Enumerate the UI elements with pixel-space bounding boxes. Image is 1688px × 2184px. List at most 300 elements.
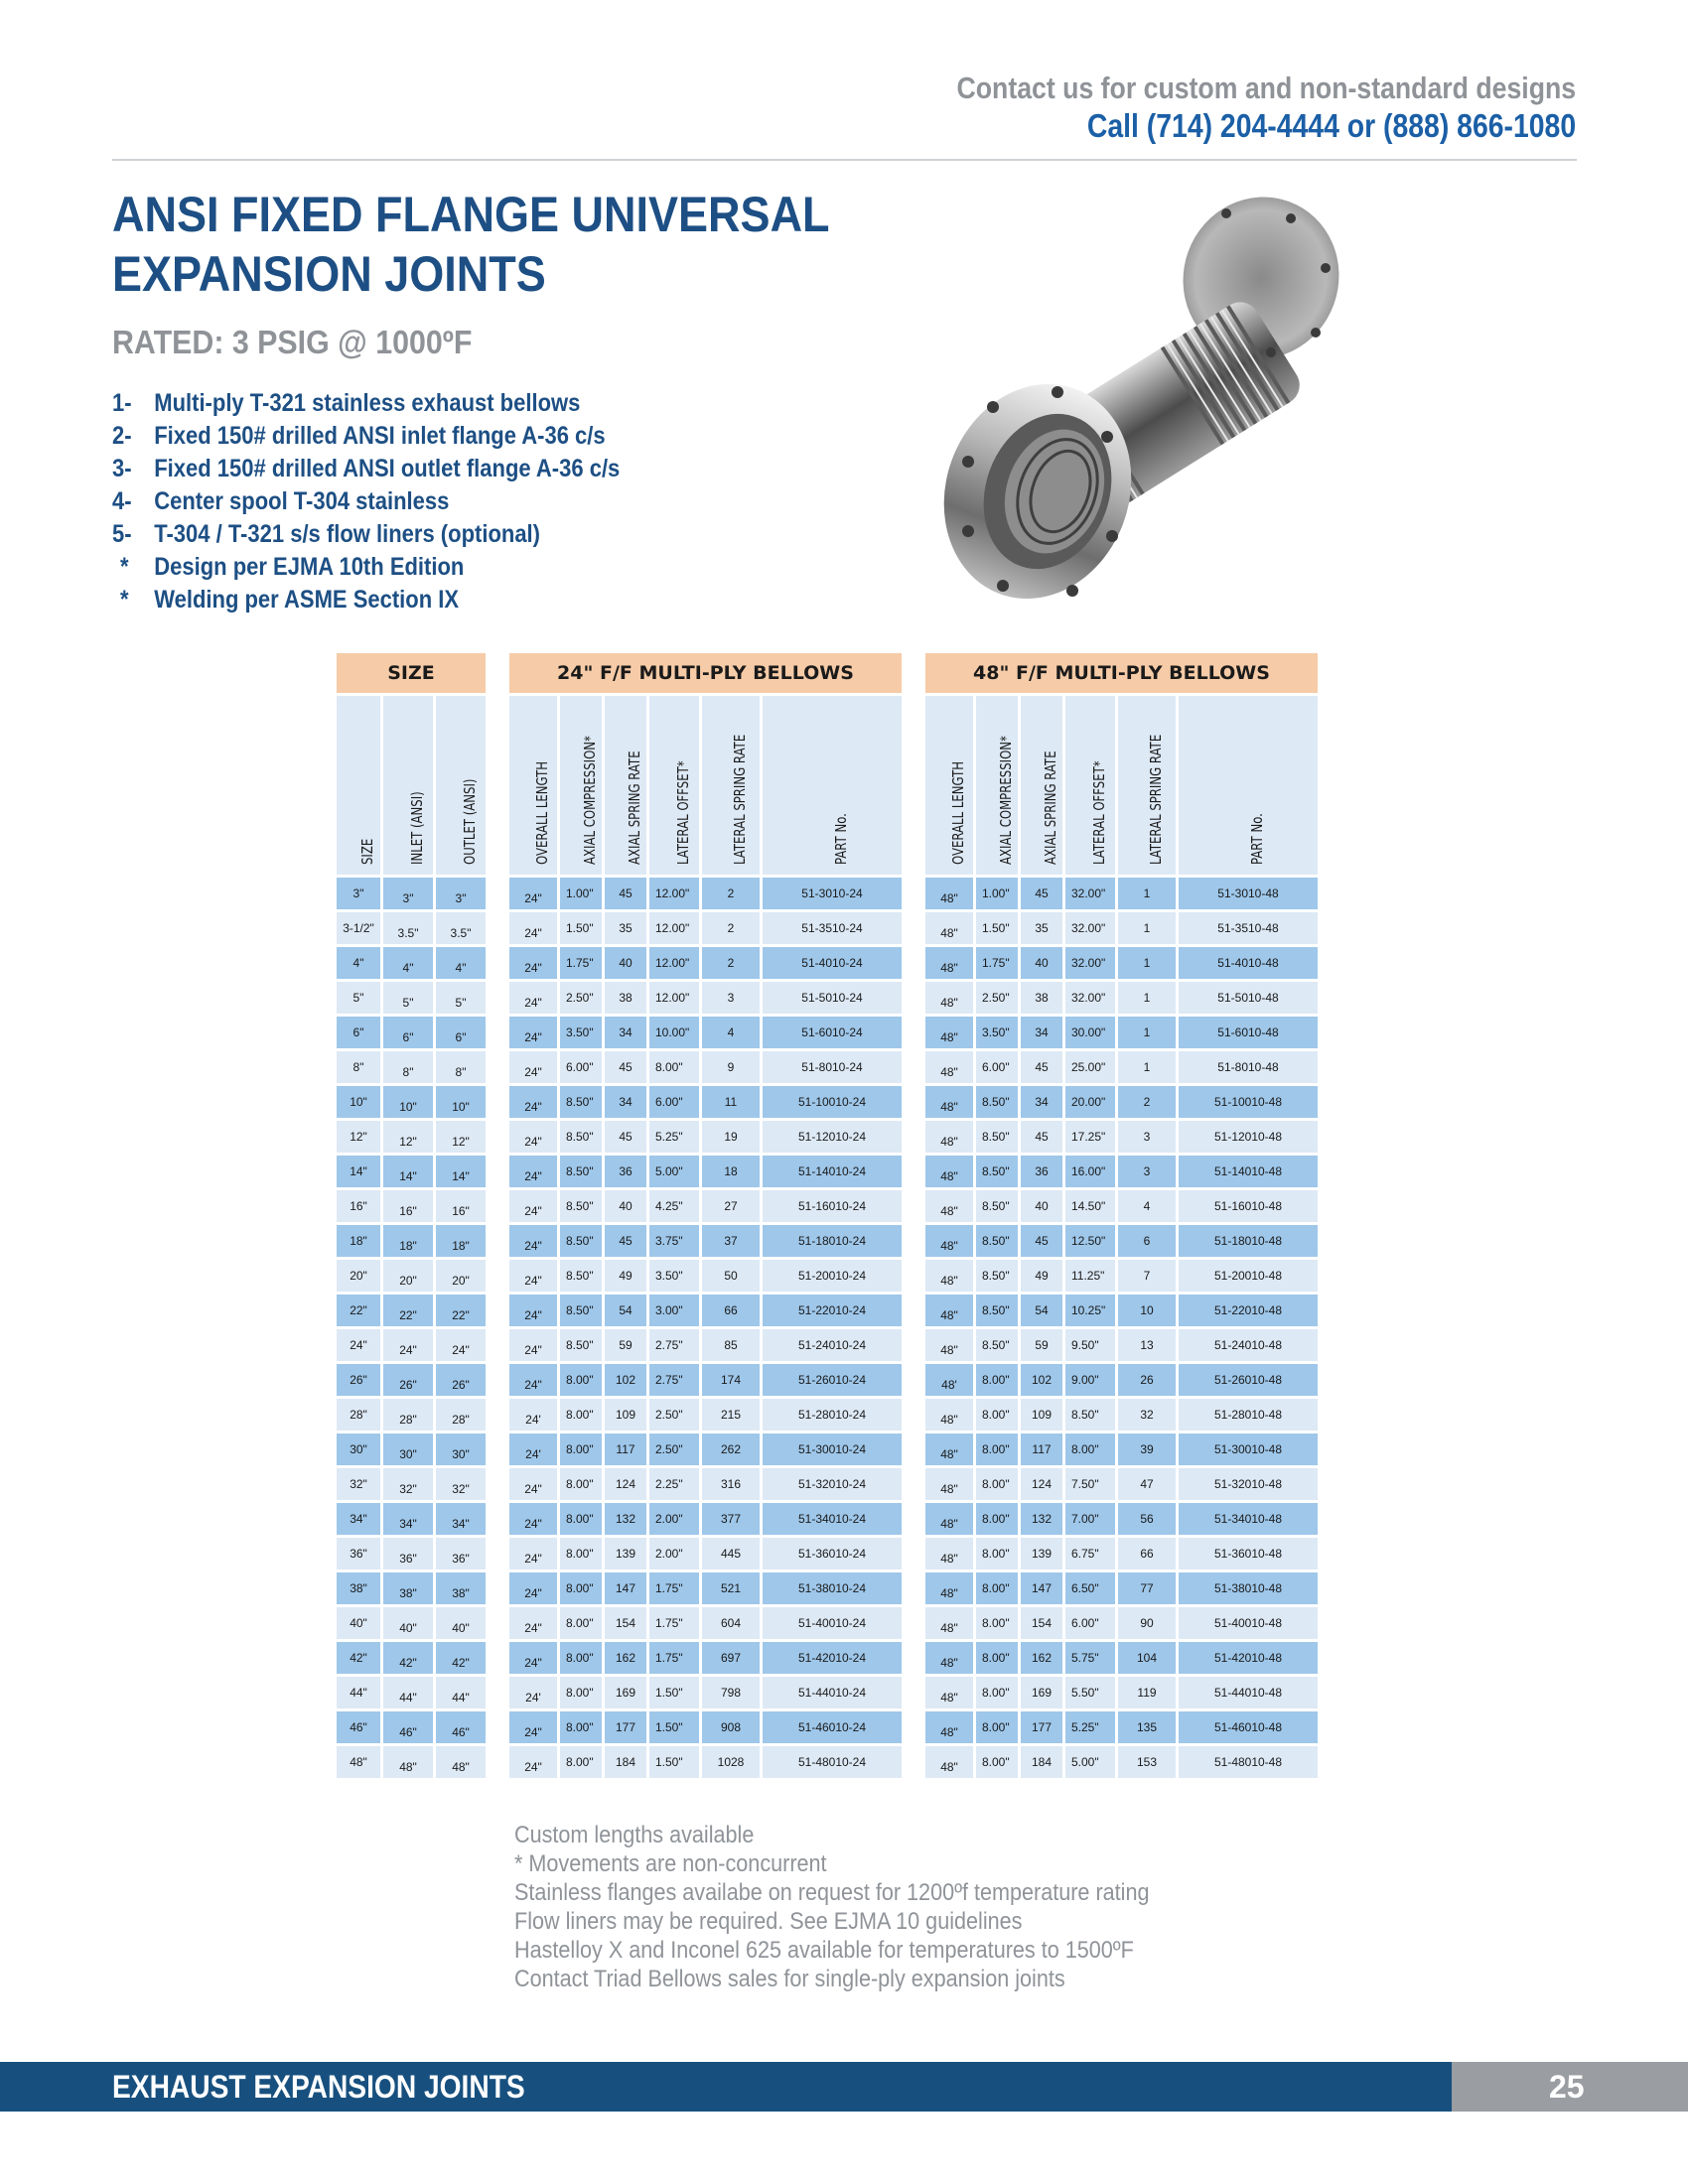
table-cell: 8.50" [560, 1190, 602, 1222]
table-cell: 12.00" [649, 878, 699, 909]
table-cell: 34" [337, 1503, 380, 1535]
table-cell: 8.50" [976, 1260, 1018, 1292]
table-cell: 51-10010-48 [1179, 1086, 1318, 1118]
table-cell: 1.75" [649, 1642, 699, 1674]
table-cell: 51-38010-24 [763, 1572, 902, 1604]
table-cell: 3.5" [383, 912, 433, 944]
footer-section-title: EXHAUST EXPANSION JOINTS [112, 2069, 525, 2105]
table-cell: 46" [436, 1711, 486, 1743]
column-label: OVERALL LENGTH [949, 760, 967, 865]
table-cell: 8.00" [976, 1642, 1018, 1674]
column-label: AXIAL SPRING RATE [1042, 751, 1059, 865]
table-cell: 13 [1118, 1329, 1176, 1361]
table-cell: 1 [1118, 1051, 1176, 1083]
table-cell: 51-14010-48 [1179, 1156, 1318, 1187]
table-cell: 4" [436, 947, 486, 979]
table-cell: 24" [509, 1572, 557, 1604]
table-cell: 24" [509, 1364, 557, 1396]
table-cell: 48' [925, 1364, 973, 1396]
table-cell: 26" [436, 1364, 486, 1396]
contact-line: Contact us for custom and non-standard designs [956, 70, 1576, 105]
table-cell: 17.25" [1065, 1121, 1115, 1153]
table-cell: 2 [702, 912, 760, 944]
column-label: OUTLET (ANSI) [461, 778, 479, 865]
table-cell: 45 [1021, 1225, 1062, 1257]
table-cell: 2.75" [649, 1329, 699, 1361]
feature-marker: 4- [112, 487, 132, 515]
table-cell: 24" [509, 1746, 557, 1778]
table-cell: 42" [436, 1642, 486, 1674]
column-label: SIZE [358, 838, 376, 865]
table-cell: 51-6010-24 [763, 1017, 902, 1048]
table-cell: 908 [702, 1711, 760, 1743]
table-cell: 1.50" [976, 912, 1018, 944]
column-header-24 [763, 696, 902, 875]
table-row [337, 1746, 1318, 1778]
table-cell: 48" [383, 1746, 433, 1778]
table-cell: 32.00" [1065, 947, 1115, 979]
column-header-24 [509, 696, 557, 875]
group-header-size: SIZE [337, 653, 486, 693]
table-cell: 36" [337, 1538, 380, 1570]
table-cell: 45 [605, 1051, 646, 1083]
feature-item [112, 420, 620, 453]
table-cell: 51-36010-24 [763, 1538, 902, 1570]
table-cell: 51-6010-48 [1179, 1017, 1318, 1048]
table-cell: 16.00" [1065, 1156, 1115, 1187]
table-row [337, 1503, 1318, 1535]
table-cell: 1.50" [560, 912, 602, 944]
table-cell: 48" [925, 1190, 973, 1222]
table-cell: 34 [1021, 1086, 1062, 1118]
table-cell: 51-38010-48 [1179, 1572, 1318, 1604]
table-cell: 8.50" [560, 1121, 602, 1153]
table-cell: 44" [337, 1677, 380, 1708]
table-cell: 51-24010-24 [763, 1329, 902, 1361]
table-cell: 24" [509, 1051, 557, 1083]
table-cell: 132 [605, 1503, 646, 1535]
table-cell: 24" [509, 1711, 557, 1743]
table-cell: 51-30010-24 [763, 1433, 902, 1465]
table-row [337, 1399, 1318, 1431]
table-cell: 46" [337, 1711, 380, 1743]
table-cell: 8.00" [560, 1364, 602, 1396]
table-cell: 9.50" [1065, 1329, 1115, 1361]
phone-line: Call (714) 204-4444 or (888) 866-1080 [1086, 107, 1576, 144]
table-cell: 49 [1021, 1260, 1062, 1292]
table-cell: 20" [337, 1260, 380, 1292]
table-cell: 51-4010-48 [1179, 947, 1318, 979]
group-header-24: 24" F/F MULTI-PLY BELLOWS [509, 653, 902, 693]
table-cell: 59 [1021, 1329, 1062, 1361]
table-cell: 51-44010-48 [1179, 1677, 1318, 1708]
table-cell: 10.00" [649, 1017, 699, 1048]
table-cell: 37 [702, 1225, 760, 1257]
table-cell: 8.50" [560, 1225, 602, 1257]
table-cell: 38" [383, 1572, 433, 1604]
table-cell: 24" [337, 1329, 380, 1361]
table-cell: 6" [436, 1017, 486, 1048]
table-cell: 2.50" [649, 1399, 699, 1431]
table-cell: 48" [925, 1677, 973, 1708]
table-cell: 3" [383, 878, 433, 909]
table-cell: 51-40010-24 [763, 1607, 902, 1639]
feature-marker: 5- [112, 520, 132, 548]
table-cell: 18" [337, 1225, 380, 1257]
table-cell: 45 [605, 878, 646, 909]
table-cell: 40 [1021, 1190, 1062, 1222]
table-cell: 162 [605, 1642, 646, 1674]
column-label: LATERAL OFFSET* [1090, 760, 1108, 865]
table-cell: 51-42010-24 [763, 1642, 902, 1674]
table-row [337, 1121, 1318, 1153]
table-cell: 8.50" [560, 1329, 602, 1361]
table-cell: 51-3510-48 [1179, 912, 1318, 944]
table-cell: 24" [509, 1538, 557, 1570]
table-cell: 51-34010-24 [763, 1503, 902, 1535]
table-cell: 28" [337, 1399, 380, 1431]
table-row [337, 1017, 1318, 1048]
table-cell: 40" [436, 1607, 486, 1639]
table-cell: 6.00" [976, 1051, 1018, 1083]
table-cell: 14" [337, 1156, 380, 1187]
note-line: Contact Triad Bellows sales for single-ply expansion joints [514, 1966, 1065, 1992]
table-cell: 8.50" [1065, 1399, 1115, 1431]
feature-text: Fixed 150# drilled ANSI outlet flange A-36 c/s [154, 455, 621, 482]
title-line-2: EXPANSION JOINTS [112, 246, 546, 302]
table-cell: 24" [509, 1295, 557, 1326]
table-cell: 24" [509, 1642, 557, 1674]
table-cell: 26 [1118, 1364, 1176, 1396]
table-cell: 7 [1118, 1260, 1176, 1292]
table-cell: 24" [509, 1503, 557, 1535]
feature-item [112, 551, 620, 584]
table-cell: 19 [702, 1121, 760, 1153]
table-cell: 66 [1118, 1538, 1176, 1570]
column-label: LATERAL SPRING RATE [1147, 734, 1165, 865]
table-cell: 48" [925, 982, 973, 1014]
table-cell: 445 [702, 1538, 760, 1570]
table-cell: 28" [383, 1399, 433, 1431]
table-cell: 2 [702, 947, 760, 979]
table-cell: 109 [1021, 1399, 1062, 1431]
table-cell: 1.50" [649, 1746, 699, 1778]
table-cell: 30.00" [1065, 1017, 1115, 1048]
column-header-48 [1118, 696, 1176, 875]
table-cell: 24" [509, 947, 557, 979]
table-cell: 3.00" [649, 1295, 699, 1326]
table-cell: 36" [436, 1538, 486, 1570]
table-cell: 174 [702, 1364, 760, 1396]
table-cell: 51-3510-24 [763, 912, 902, 944]
table-cell: 45 [1021, 1121, 1062, 1153]
table-cell: 521 [702, 1572, 760, 1604]
table-cell: 32.00" [1065, 982, 1115, 1014]
table-cell: 2.25" [649, 1468, 699, 1500]
table-cell: 51-8010-24 [763, 1051, 902, 1083]
table-cell: 45 [605, 1121, 646, 1153]
table-cell: 22" [436, 1295, 486, 1326]
table-cell: 32 [1118, 1399, 1176, 1431]
feature-text: T-304 / T-321 s/s flow liners (optional) [154, 520, 541, 548]
table-cell: 8.00" [976, 1677, 1018, 1708]
table-cell: 139 [1021, 1538, 1062, 1570]
table-row [337, 1468, 1318, 1500]
table-cell: 48" [925, 912, 973, 944]
table-cell: 1.75" [649, 1607, 699, 1639]
table-cell: 51-22010-48 [1179, 1295, 1318, 1326]
table-row [337, 1086, 1318, 1118]
table-cell: 18" [436, 1225, 486, 1257]
table-cell: 24" [509, 1607, 557, 1639]
table-cell: 1 [1118, 1017, 1176, 1048]
table-cell: 40 [605, 947, 646, 979]
feature-marker: * [120, 553, 129, 581]
table-cell: 8.00" [976, 1503, 1018, 1535]
feature-text: Design per EJMA 10th Edition [154, 553, 465, 581]
table-cell: 3" [436, 878, 486, 909]
table-cell: 51-40010-48 [1179, 1607, 1318, 1639]
table-cell: 12" [383, 1121, 433, 1153]
table-cell: 34" [383, 1503, 433, 1535]
column-label: LATERAL OFFSET* [674, 760, 692, 865]
table-cell: 35 [1021, 912, 1062, 944]
column-label: INLET (ANSI) [408, 791, 426, 865]
table-cell: 5.25" [1065, 1711, 1115, 1743]
table-cell: 3.5" [436, 912, 486, 944]
table-cell: 3 [1118, 1156, 1176, 1187]
table-cell: 8.00" [976, 1538, 1018, 1570]
table-cell: 24' [509, 1433, 557, 1465]
table-cell: 40" [337, 1607, 380, 1639]
column-header-24 [560, 696, 602, 875]
table-cell: 51-34010-48 [1179, 1503, 1318, 1535]
note-line: Stainless flanges availabe on request for 1200ºf temperature rating [514, 1879, 1150, 1906]
column-label: AXIAL COMPRESSION* [581, 736, 599, 865]
table-cell: 8" [383, 1051, 433, 1083]
table-cell: 147 [1021, 1572, 1062, 1604]
table-cell: 2.00" [649, 1538, 699, 1570]
table-cell: 1.50" [649, 1677, 699, 1708]
table-cell: 8.00" [1065, 1433, 1115, 1465]
table-cell: 12.50" [1065, 1225, 1115, 1257]
table-cell: 2.75" [649, 1364, 699, 1396]
table-cell: 51-42010-48 [1179, 1642, 1318, 1674]
table-row [337, 1329, 1318, 1361]
table-cell: 5.75" [1065, 1642, 1115, 1674]
table-cell: 5" [337, 982, 380, 1014]
table-row [337, 912, 1318, 944]
table-cell: 48" [925, 1329, 973, 1361]
table-cell: 3.50" [976, 1017, 1018, 1048]
feature-item [112, 518, 620, 551]
table-cell: 48" [925, 1711, 973, 1743]
table-cell: 48" [925, 1503, 973, 1535]
column-header-24 [649, 696, 699, 875]
table-cell: 4.25" [649, 1190, 699, 1222]
table-cell: 16" [436, 1190, 486, 1222]
table-cell: 18 [702, 1156, 760, 1187]
table-row [337, 1364, 1318, 1396]
table-cell: 109 [605, 1399, 646, 1431]
table-cell: 9 [702, 1051, 760, 1083]
table-cell: 48" [925, 1051, 973, 1083]
table-cell: 8.50" [560, 1086, 602, 1118]
table-cell: 51-20010-48 [1179, 1260, 1318, 1292]
table-cell: 5.25" [649, 1121, 699, 1153]
table-cell: 48" [925, 1225, 973, 1257]
table-cell: 12.00" [649, 947, 699, 979]
table-cell: 24" [509, 1190, 557, 1222]
feature-item [112, 387, 620, 420]
table-cell: 5.00" [649, 1156, 699, 1187]
table-cell: 45 [1021, 878, 1062, 909]
column-label: OVERALL LENGTH [533, 760, 551, 865]
table-cell: 4 [702, 1017, 760, 1048]
column-label: AXIAL COMPRESSION* [997, 736, 1015, 865]
column-label: PART No. [1248, 813, 1266, 865]
table-row [337, 1538, 1318, 1570]
table-cell: 1.75" [560, 947, 602, 979]
table-cell: 8.50" [976, 1156, 1018, 1187]
table-cell: 8.00" [560, 1433, 602, 1465]
table-cell: 8.00" [976, 1468, 1018, 1500]
column-header-48 [1179, 696, 1318, 875]
table-cell: 27 [702, 1190, 760, 1222]
table-cell: 51-48010-48 [1179, 1746, 1318, 1778]
table-cell: 20" [383, 1260, 433, 1292]
table-cell: 184 [605, 1746, 646, 1778]
table-row [337, 1190, 1318, 1222]
column-header-48 [1021, 696, 1062, 875]
table-cell: 39 [1118, 1433, 1176, 1465]
table-cell: 1.00" [560, 878, 602, 909]
table-cell: 10.25" [1065, 1295, 1115, 1326]
note-line: Hastelloy X and Inconel 625 available for temperatures to 1500ºF [514, 1937, 1134, 1964]
table-cell: 51-46010-48 [1179, 1711, 1318, 1743]
table-cell: 124 [1021, 1468, 1062, 1500]
table-cell: 6" [383, 1017, 433, 1048]
table-cell: 3 [702, 982, 760, 1014]
table-cell: 48" [925, 1260, 973, 1292]
table-cell: 47 [1118, 1468, 1176, 1500]
table-cell: 85 [702, 1329, 760, 1361]
table-cell: 16" [337, 1190, 380, 1222]
table-cell: 36" [383, 1538, 433, 1570]
table-cell: 8.00" [976, 1711, 1018, 1743]
table-row [337, 1156, 1318, 1187]
column-header [436, 696, 486, 875]
table-cell: 26" [337, 1364, 380, 1396]
table-cell: 20" [436, 1260, 486, 1292]
table-cell: 6.50" [1065, 1572, 1115, 1604]
table-cell: 48" [925, 1538, 973, 1570]
table-cell: 51-5010-48 [1179, 982, 1318, 1014]
table-cell: 8.50" [976, 1329, 1018, 1361]
table-cell: 24" [509, 1225, 557, 1257]
table-cell: 48" [925, 1642, 973, 1674]
table-cell: 162 [1021, 1642, 1062, 1674]
table-cell: 49 [605, 1260, 646, 1292]
table-cell: 51-46010-24 [763, 1711, 902, 1743]
column-header-24 [702, 696, 760, 875]
table-cell: 1.50" [649, 1711, 699, 1743]
table-cell: 8.00" [560, 1572, 602, 1604]
table-cell: 124 [605, 1468, 646, 1500]
table-cell: 38" [337, 1572, 380, 1604]
table-cell: 24" [509, 1086, 557, 1118]
feature-item [112, 485, 620, 518]
table-cell: 51-3010-48 [1179, 878, 1318, 909]
header-divider [112, 159, 1577, 161]
column-header-48 [1065, 696, 1115, 875]
table-cell: 51-18010-48 [1179, 1225, 1318, 1257]
table-cell: 48" [925, 1607, 973, 1639]
table-cell: 2.50" [649, 1433, 699, 1465]
table-cell: 9.00" [1065, 1364, 1115, 1396]
table-cell: 8.00" [560, 1468, 602, 1500]
table-cell: 1.00" [976, 878, 1018, 909]
table-cell: 51-32010-24 [763, 1468, 902, 1500]
table-cell: 316 [702, 1468, 760, 1500]
table-cell: 5.50" [1065, 1677, 1115, 1708]
table-row [337, 1607, 1318, 1639]
table-cell: 48" [925, 1121, 973, 1153]
table-cell: 51-20010-24 [763, 1260, 902, 1292]
feature-item [112, 584, 620, 616]
table-cell: 51-3010-24 [763, 878, 902, 909]
table-cell: 48" [436, 1746, 486, 1778]
table-cell: 7.50" [1065, 1468, 1115, 1500]
table-cell: 48" [925, 947, 973, 979]
table-cell: 48" [925, 1295, 973, 1326]
table-cell: 45 [1021, 1051, 1062, 1083]
title-line-1: ANSI FIXED FLANGE UNIVERSAL [112, 187, 830, 242]
table-cell: 6.00" [649, 1086, 699, 1118]
table-cell: 20.00" [1065, 1086, 1115, 1118]
table-cell: 51-26010-48 [1179, 1364, 1318, 1396]
table-row [337, 1642, 1318, 1674]
table-cell: 32.00" [1065, 878, 1115, 909]
table-cell: 48" [925, 1086, 973, 1118]
table-cell: 12" [337, 1121, 380, 1153]
table-cell: 48" [925, 1156, 973, 1187]
table-cell: 10" [337, 1086, 380, 1118]
column-header-24 [605, 696, 646, 875]
table-cell: 5.00" [1065, 1746, 1115, 1778]
table-cell: 42" [383, 1642, 433, 1674]
table-cell: 36 [1021, 1156, 1062, 1187]
table-cell: 40 [605, 1190, 646, 1222]
table-cell: 48" [925, 1017, 973, 1048]
table-row [337, 947, 1318, 979]
notes-block [514, 1821, 1220, 1993]
table-cell: 102 [605, 1364, 646, 1396]
table-cell: 14.50" [1065, 1190, 1115, 1222]
table-cell: 8.00" [976, 1433, 1018, 1465]
table-cell: 135 [1118, 1711, 1176, 1743]
table-cell: 24" [436, 1329, 486, 1361]
table-cell: 54 [1021, 1295, 1062, 1326]
feature-text: Center spool T-304 stainless [154, 487, 450, 515]
table-cell: 22" [383, 1295, 433, 1326]
note-line: Custom lengths available [514, 1822, 755, 1848]
table-cell: 44" [436, 1677, 486, 1708]
table-cell: 25.00" [1065, 1051, 1115, 1083]
table-cell: 8.00" [560, 1538, 602, 1570]
table-cell: 56 [1118, 1503, 1176, 1535]
table-cell: 1028 [702, 1746, 760, 1778]
